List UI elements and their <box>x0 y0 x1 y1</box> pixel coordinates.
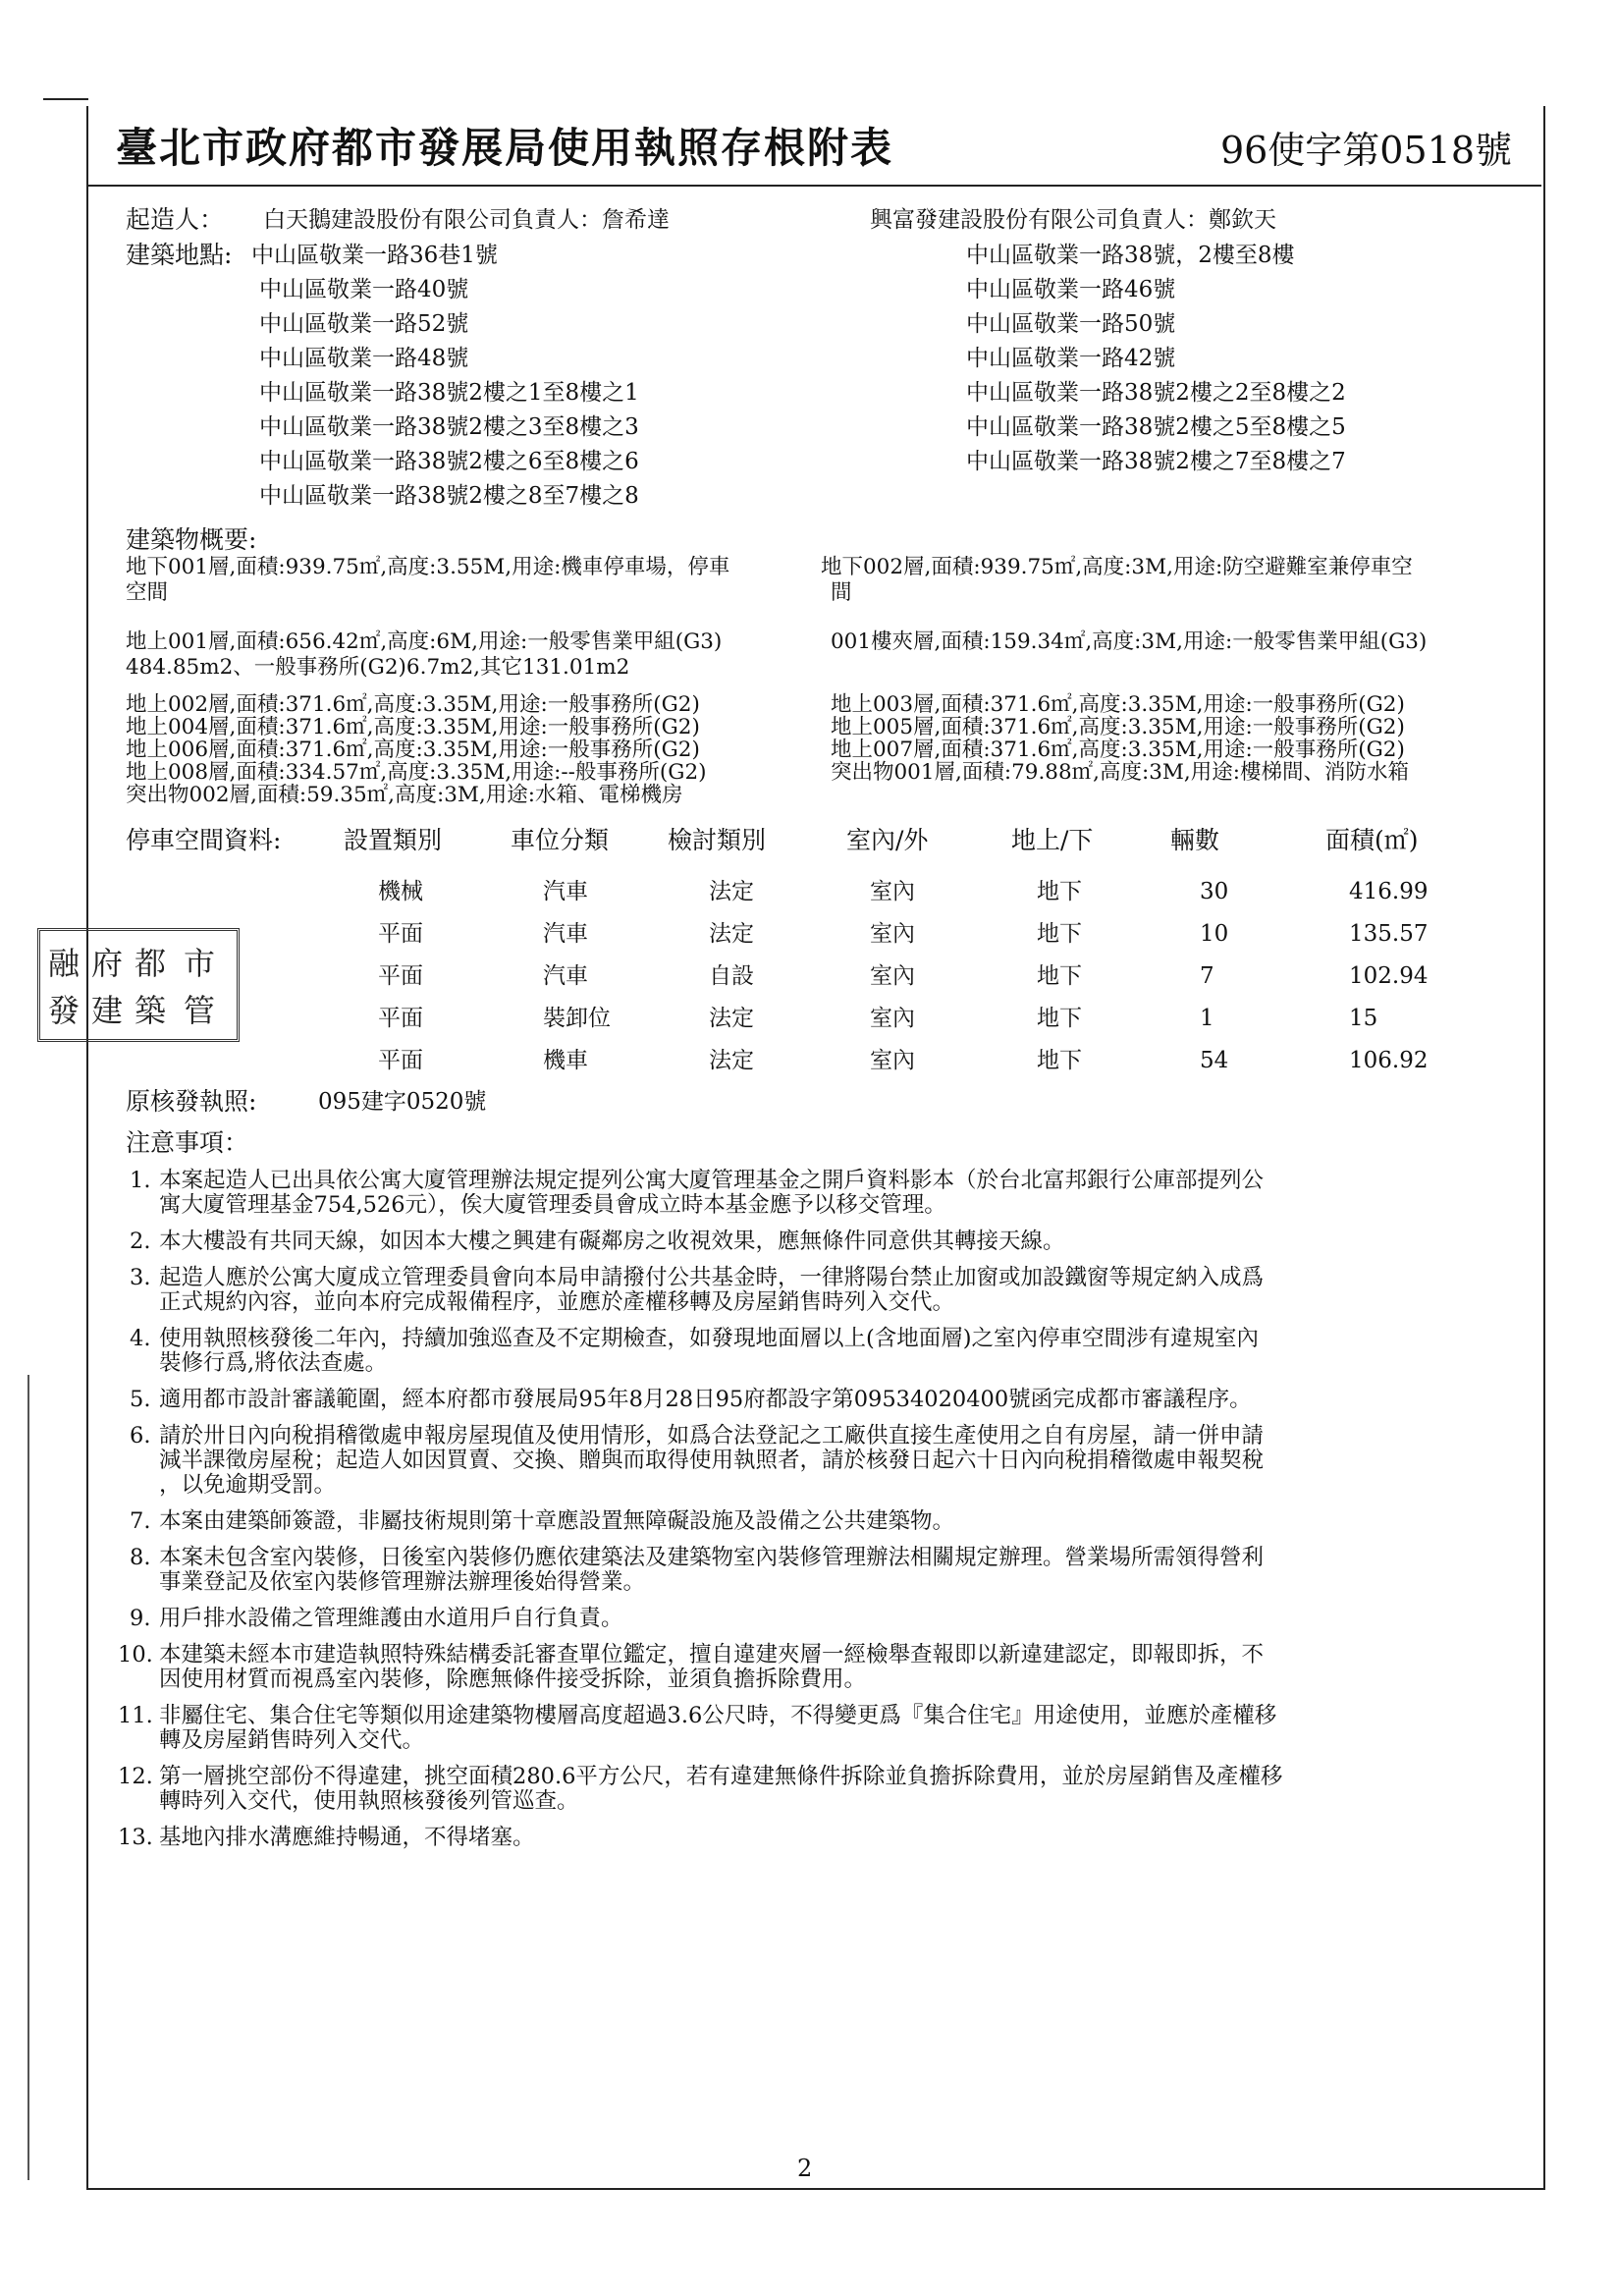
document-number: 96使字第0518號 <box>1219 129 1512 172</box>
overview-b1-wrap: 空間 <box>126 580 169 605</box>
note-text-line: 非屬住宅、集合住宅等類似用途建築物樓層高度超過3.6公尺時，不得變更爲『集合住宅』用途使用，並應於產權移 <box>159 1703 1277 1728</box>
note-text-line: 因使用材質而視爲室內裝修，除應無條件接受拆除，並須負擔拆除費用。 <box>159 1667 867 1692</box>
parking-table-cell: 10 <box>1200 921 1229 947</box>
parking-table-cell: 平面 <box>378 1048 423 1073</box>
note-text-line: 減半課徵房屋稅；起造人如因買賣、交換、贈與而取得使用執照者，請於核發日起六十日內向稅捐稽徵處申報契稅 <box>159 1448 1265 1473</box>
applicant-left: 白天鵝建設股份有限公司負責人：詹希達 <box>263 207 670 233</box>
note-text-line: ，以免逾期受罰。 <box>159 1472 337 1498</box>
parking-table-cell: 地下 <box>1037 921 1082 947</box>
note-text-line: 起造人應於公寓大廈成立管理委員會向本局申請撥付公共基金時，一律將陽台禁止加窗或加設鐵窗等規定納入成爲 <box>159 1265 1265 1290</box>
overview-f2: 地上002層,面積:371.6㎡,高度:3.35M,用途:一般事務所(G2) <box>126 692 700 717</box>
location-address-right: 中山區敬業一路42號 <box>966 346 1176 371</box>
parking-column-header: 車位分類 <box>511 826 610 854</box>
parking-table-cell: 機械 <box>378 879 423 904</box>
parking-table-cell: 自設 <box>709 963 754 989</box>
note-number: 13. <box>118 1825 153 1850</box>
note-number: 9. <box>130 1606 151 1631</box>
note-number: 8. <box>130 1545 151 1570</box>
overview-f4: 地上004層,面積:371.6㎡,高度:3.35M,用途:一般事務所(G2) <box>126 715 700 739</box>
official-seal: 融 府 都 市 發 建 築 管 <box>37 928 240 1042</box>
parking-table-cell: 地下 <box>1037 879 1082 904</box>
note-text-line: 轉及房屋銷售時列入交代。 <box>159 1727 425 1753</box>
overview-b2: 地下002層,面積:939.75㎡,高度:3M,用途:防空避難室兼停車空 <box>821 555 1413 579</box>
location-address-left: 中山區敬業一路52號 <box>259 311 469 337</box>
location-address-left: 中山區敬業一路40號 <box>259 277 469 302</box>
parking-column-header: 檢討類別 <box>668 826 767 854</box>
parking-label: 停車空間資料: <box>126 826 282 854</box>
parking-column-header: 室內/外 <box>846 826 929 854</box>
scan-edge-mark <box>27 1375 29 2180</box>
parking-table-cell: 106.92 <box>1349 1048 1429 1073</box>
parking-column-header: 地上/下 <box>1011 826 1094 854</box>
note-text-line: 使用執照核發後二年內，持續加強巡查及不定期檢查，如發現地面層以上(含地面層)之室內停車空間涉有違規室內 <box>159 1326 1260 1351</box>
overview-f1: 地上001層,面積:656.42㎡,高度:6M,用途:一般零售業甲組(G3) <box>126 629 723 654</box>
parking-table-cell: 地下 <box>1037 963 1082 989</box>
notes-label: 注意事項： <box>126 1128 249 1157</box>
header-tick <box>43 98 88 100</box>
note-text-line: 本建築未經本市建造執照特殊結構委託審查單位鑑定，擅自違建夾層一經檢舉查報即以新違建認定，即報即拆，不 <box>159 1642 1265 1667</box>
location-address-left: 中山區敬業一路38號2樓之8至7樓之8 <box>259 483 639 509</box>
parking-table-cell: 平面 <box>378 1006 423 1031</box>
parking-table-cell: 室內 <box>870 879 915 904</box>
page-title: 臺北市政府都市發展局使用執照存根附表 <box>116 124 894 172</box>
overview-f5: 地上005層,面積:371.6㎡,高度:3.35M,用途:一般事務所(G2) <box>831 715 1405 739</box>
parking-table-cell: 135.57 <box>1349 921 1429 947</box>
overview-b1: 地下001層,面積:939.75㎡,高度:3.55M,用途:機車停車場，停車 <box>126 555 730 579</box>
parking-table-cell: 30 <box>1200 879 1229 904</box>
parking-table-cell: 室內 <box>870 963 915 989</box>
parking-table-cell: 102.94 <box>1349 963 1429 989</box>
applicant-right: 興富發建設股份有限公司負責人：鄭欽天 <box>870 207 1276 233</box>
note-number: 4. <box>130 1326 151 1351</box>
location-address-right: 中山區敬業一路38號2樓之5至8樓之5 <box>966 414 1346 440</box>
note-text-line: 正式規約內容，並向本府完成報備程序，並應於產權移轉及房屋銷售時列入交代。 <box>159 1289 955 1315</box>
note-number: 1. <box>130 1168 151 1193</box>
note-text-line: 轉時列入交代，使用執照核發後列管巡查。 <box>159 1788 579 1814</box>
location-address-right: 中山區敬業一路38號，2樓至8樓 <box>966 243 1295 268</box>
original-license-label: 原核發執照: <box>126 1087 257 1116</box>
parking-table-cell: 法定 <box>709 1048 754 1073</box>
location-address-left: 中山區敬業一路36巷1號 <box>251 243 498 268</box>
location-address-right: 中山區敬業一路46號 <box>966 277 1176 302</box>
note-text-line: 本案未包含室內裝修，日後室內裝修仍應依建築法及建築物室內裝修管理辦法相關規定辦理。營業場所需領得營利 <box>159 1545 1265 1570</box>
note-number: 10. <box>118 1642 153 1667</box>
note-text-line: 事業登記及依室內裝修管理辦法辦理後始得營業。 <box>159 1569 646 1595</box>
parking-column-header: 設置類別 <box>344 826 443 854</box>
note-text-line: 第一層挑空部份不得違建，挑空面積280.6平方公尺，若有違建無條件拆除並負擔拆除費用，並於房屋銷售及產權移 <box>159 1764 1283 1789</box>
parking-table-cell: 7 <box>1200 963 1214 989</box>
parking-table-cell: 室內 <box>870 1006 915 1031</box>
parking-table-cell: 法定 <box>709 879 754 904</box>
parking-column-header: 面積(㎡) <box>1325 826 1419 854</box>
parking-column-header: 輛數 <box>1170 826 1220 854</box>
location-address-left: 中山區敬業一路38號2樓之3至8樓之3 <box>259 414 639 440</box>
original-license-value: 095建字0520號 <box>318 1089 487 1115</box>
parking-table-cell: 汽車 <box>543 963 588 989</box>
location-address-right: 中山區敬業一路38號2樓之7至8樓之7 <box>966 449 1346 474</box>
note-number: 11. <box>118 1703 153 1728</box>
note-number: 6. <box>130 1423 151 1449</box>
parking-table-cell: 416.99 <box>1349 879 1429 904</box>
overview-r2: 突出物002層,面積:59.35㎡,高度:3M,用途:水箱、電梯機房 <box>126 783 683 807</box>
note-text-line: 寓大廈管理基金754,526元），俟大廈管理委員會成立時本基金應予以移交管理。 <box>159 1192 946 1218</box>
parking-table-cell: 法定 <box>709 921 754 947</box>
note-number: 2. <box>130 1229 151 1254</box>
parking-table-cell: 地下 <box>1037 1048 1082 1073</box>
note-text-line: 適用都市設計審議範圍，經本府都市發展局95年8月28日95府都設字第09534020400號函完成都市審議程序。 <box>159 1387 1252 1412</box>
parking-table-cell: 法定 <box>709 1006 754 1031</box>
note-number: 7. <box>130 1508 151 1534</box>
parking-table-cell: 室內 <box>870 1048 915 1073</box>
applicant-label: 起造人： <box>126 205 225 234</box>
overview-f7: 地上007層,面積:371.6㎡,高度:3.35M,用途:一般事務所(G2) <box>831 738 1405 762</box>
parking-table-cell: 室內 <box>870 921 915 947</box>
location-address-left: 中山區敬業一路38號2樓之1至8樓之1 <box>259 380 639 406</box>
overview-r1: 突出物001層,面積:79.88㎡,高度:3M,用途:樓梯間、消防水箱 <box>831 760 1410 785</box>
parking-table-cell: 15 <box>1349 1006 1378 1031</box>
overview-f8: 地上008層,面積:334.57㎡,高度:3.35M,用途:--般事務所(G2) <box>126 760 707 785</box>
note-text-line: 本大樓設有共同天線，如因本大樓之興建有礙鄰房之收視效果，應無條件同意供其轉接天線。 <box>159 1229 1065 1254</box>
note-text-line: 用戶排水設備之管理維護由水道用戶自行負責。 <box>159 1606 623 1631</box>
parking-table-cell: 1 <box>1200 1006 1214 1031</box>
location-label: 建築地點: <box>126 241 233 269</box>
note-number: 5. <box>130 1387 151 1412</box>
overview-f6: 地上006層,面積:371.6㎡,高度:3.35M,用途:一般事務所(G2) <box>126 738 700 762</box>
note-text-line: 本案起造人已出具依公寓大廈管理辦法規定提列公寓大廈管理基金之開戶資料影本（於台北富邦銀行公庫部提列公 <box>159 1168 1265 1193</box>
location-address-left: 中山區敬業一路38號2樓之6至8樓之6 <box>259 449 639 474</box>
overview-b2-wrap: 間 <box>831 580 852 605</box>
overview-f3: 地上003層,面積:371.6㎡,高度:3.35M,用途:一般事務所(G2) <box>831 692 1405 717</box>
note-text-line: 本案由建築師簽證，非屬技術規則第十章應設置無障礙設施及設備之公共建築物。 <box>159 1508 955 1534</box>
parking-table-cell: 機車 <box>543 1048 588 1073</box>
note-text-line: 請於卅日內向稅捐稽徵處申報房屋現值及使用情形，如爲合法登記之工廠供直接生產使用之自有房屋，請一併申請 <box>159 1423 1265 1449</box>
location-address-right: 中山區敬業一路38號2樓之2至8樓之2 <box>966 380 1346 406</box>
parking-table-cell: 平面 <box>378 921 423 947</box>
parking-table-cell: 54 <box>1200 1048 1229 1073</box>
overview-f1-wrap: 484.85m2、一般事務所(G2)6.7m2,其它131.01m2 <box>126 655 630 680</box>
parking-table-cell: 平面 <box>378 963 423 989</box>
page-number: 2 <box>797 2155 813 2182</box>
location-address-right: 中山區敬業一路50號 <box>966 311 1176 337</box>
note-number: 3. <box>130 1265 151 1290</box>
location-address-left: 中山區敬業一路48號 <box>259 346 469 371</box>
overview-mezz: 001樓夾層,面積:159.34㎡,高度:3M,用途:一般零售業甲組(G3) <box>831 629 1428 654</box>
note-number: 12. <box>118 1764 153 1789</box>
note-text-line: 基地內排水溝應維持暢通，不得堵塞。 <box>159 1825 535 1850</box>
overview-label: 建築物概要: <box>126 525 257 554</box>
parking-table-cell: 汽車 <box>543 879 588 904</box>
note-text-line: 裝修行爲,將依法查處。 <box>159 1350 388 1376</box>
parking-table-cell: 裝卸位 <box>543 1006 611 1031</box>
parking-table-cell: 汽車 <box>543 921 588 947</box>
parking-table-cell: 地下 <box>1037 1006 1082 1031</box>
